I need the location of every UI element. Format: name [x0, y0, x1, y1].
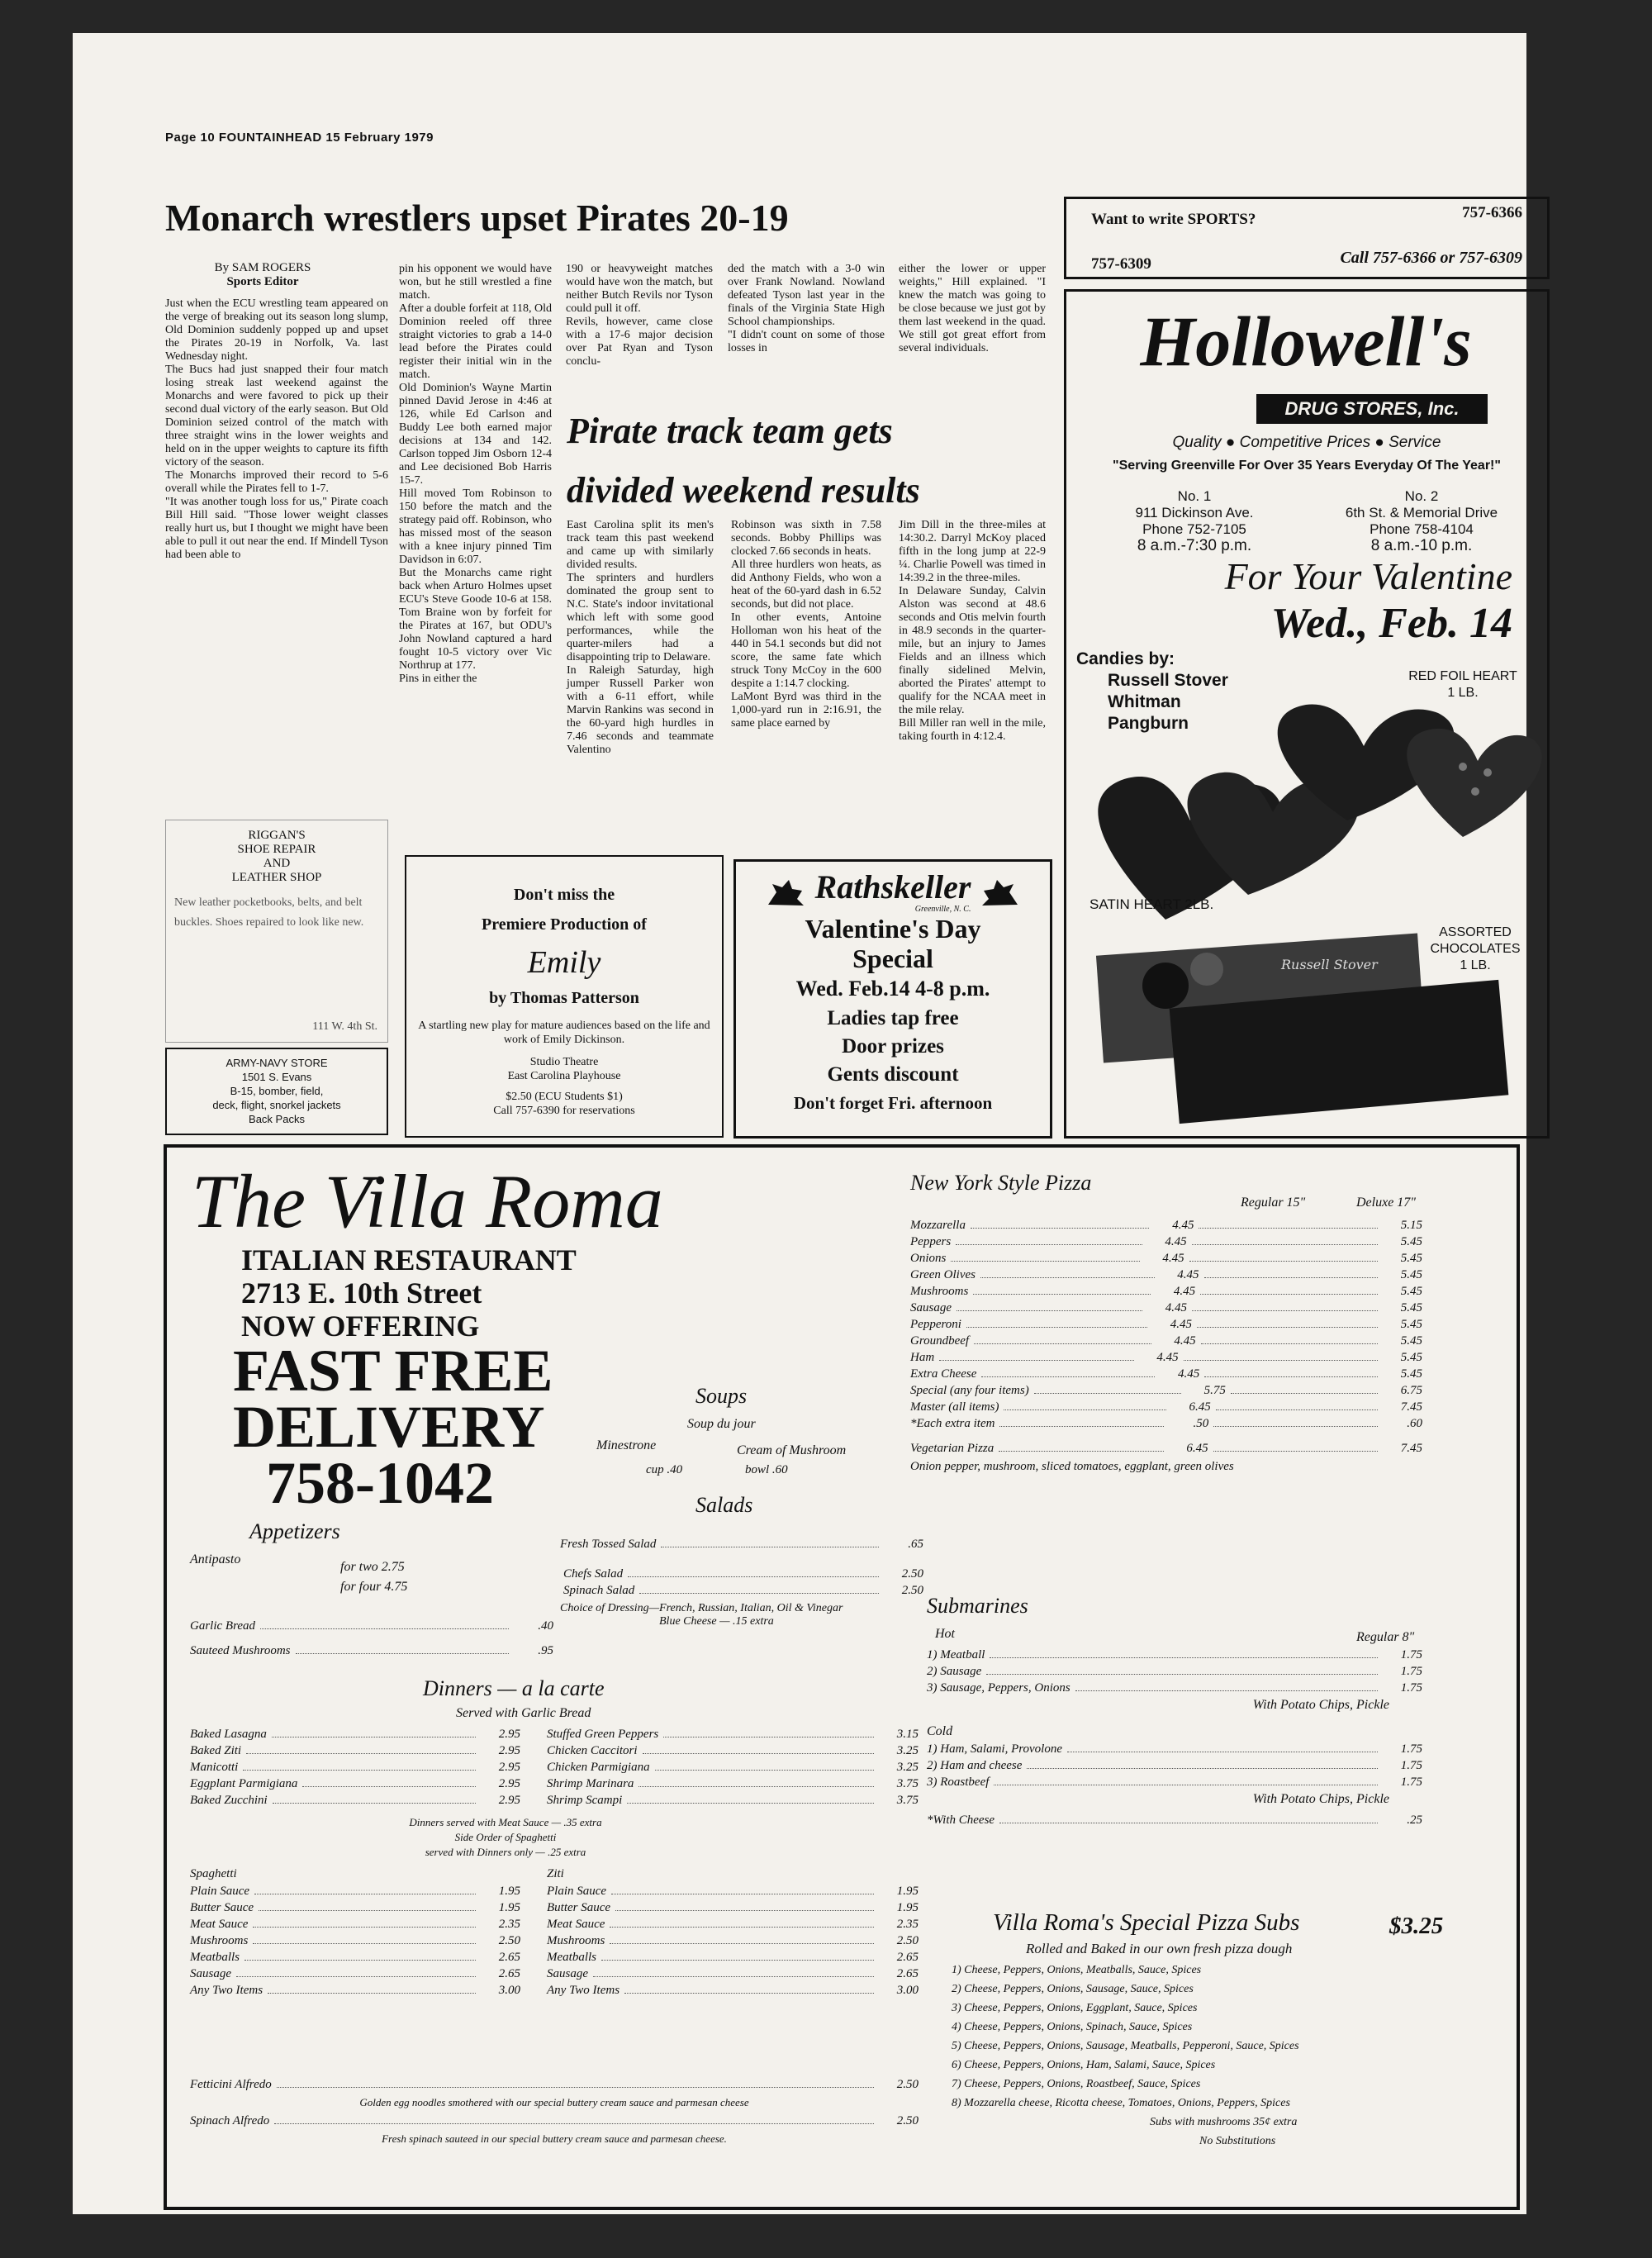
dinners-right-list	[547, 1726, 919, 1809]
emily-line-2: Premiere Production of	[482, 915, 647, 934]
with-chips-cold: With Potato Chips, Pickle	[1252, 1792, 1389, 1806]
list-item: Baked Lasagna 2.95	[190, 1728, 520, 1741]
candy-boxes-illustration	[1075, 696, 1545, 1143]
cold-label: Cold	[927, 1724, 953, 1738]
brand-pangburn: Pangburn	[1108, 714, 1189, 733]
assorted-line-3: 1 LB.	[1460, 958, 1491, 972]
list-item: Chefs Salad 2.50	[563, 1567, 923, 1581]
mushroom-note: Subs with mushrooms 35¢ extra	[1150, 2116, 1298, 2128]
list-item: Green Olives 4.45 5.45	[910, 1268, 1422, 1281]
red-foil-line-1: RED FOIL HEART	[1408, 669, 1517, 683]
list-item: Onions 4.45 5.45	[910, 1252, 1422, 1265]
list-item: 3) Sausage, Peppers, Onions 1.75	[927, 1681, 1422, 1695]
rathskeller-l3: Wed. Feb.14 4-8 p.m.	[795, 977, 990, 1001]
sports-phone-2: 757-6309	[1091, 255, 1151, 273]
appetizers-list	[190, 1614, 553, 1663]
wrestling-col-3: 190 or heavyweight matches would have won the match, but neither Butch Revils nor Tyson could pull it off. Revils, however, came close with a 17-6 major decision over Pat Ryan and Tyson conclu-	[566, 263, 713, 368]
list-item: Meatballs 2.65	[190, 1951, 520, 1964]
riggans-line-1: RIGGAN'S	[248, 829, 306, 842]
list-item: Meat Sauce 2.35	[547, 1918, 919, 1931]
fettucini-desc: Golden egg noodles smothered with our special buttery cream sauce and parmesan cheese	[359, 2096, 749, 2108]
riggans-address: 111 W. 4th St.	[312, 1020, 377, 1033]
list-item: Plain Sauce 1.95	[547, 1885, 919, 1898]
antipasto-for-two: for two 2.75	[340, 1560, 405, 1574]
army-navy-ad	[165, 1048, 388, 1135]
list-item: Spinach Alfredo 2.50	[190, 2114, 919, 2127]
sports-contact-box	[1064, 197, 1550, 279]
store-1-number: No. 1	[1177, 488, 1212, 504]
list-item: Fetticini Alfredo 2.50	[190, 2078, 919, 2091]
villa-now-offering: NOW OFFERING	[241, 1310, 480, 1343]
army-navy-text	[167, 1056, 387, 1126]
army-line-3: B-15, bomber, field,	[230, 1085, 324, 1097]
villa-delivery	[233, 1338, 621, 1516]
list-item: 3) Roastbeef 1.75	[927, 1776, 1422, 1789]
no-substitutions: No Substitutions	[1199, 2135, 1276, 2147]
side-order: Side Order of Spaghetti	[454, 1831, 557, 1843]
salads-title: Salads	[695, 1493, 753, 1517]
blue-cheese: Blue Cheese — .15 extra	[659, 1615, 774, 1628]
spinach-desc: Fresh spinach sauteed in our special buttery cream sauce and parmesan cheese.	[382, 2132, 727, 2145]
list-item: Sauteed Mushrooms .95	[190, 1644, 553, 1657]
list-item: 2) Sausage 1.75	[927, 1665, 1422, 1678]
army-line-2: 1501 S. Evans	[241, 1071, 312, 1083]
hollowells-banner: DRUG STORES, Inc.	[1256, 394, 1488, 424]
rathskeller-body	[736, 914, 1050, 1117]
special-subs-price: $3.25	[1389, 1913, 1444, 1939]
pizza-regular-header: Regular 15"	[1241, 1196, 1306, 1210]
list-item: Eggplant Parmigiana 2.95	[190, 1777, 520, 1790]
meat-sauce-note: Dinners served with Meat Sauce — .35 extra	[409, 1816, 602, 1828]
list-item: 7) Cheese, Peppers, Onions, Roastbeef, Sauce, Spices	[952, 2078, 1201, 2090]
store-1-phone: Phone 752-7105	[1142, 521, 1246, 537]
list-item: Groundbeef 4.45 5.45	[910, 1334, 1423, 1348]
soup-cream-mushroom: Cream of Mushroom	[737, 1443, 847, 1457]
villa-roma-logo: The Villa Roma	[192, 1159, 663, 1243]
list-item: Any Two Items 3.00	[190, 1984, 520, 1997]
antipasto: Antipasto	[190, 1552, 241, 1566]
list-item: Mushrooms 4.45 5.45	[910, 1285, 1423, 1298]
list-item: Vegetarian Pizza 6.45 7.45	[910, 1442, 1422, 1455]
pizza-list	[910, 1217, 1422, 1474]
special-subs-title: Villa Roma's Special Pizza Subs	[993, 1909, 1300, 1936]
list-item: Special (any four items) 5.75 6.75	[910, 1384, 1422, 1397]
list-item: Spinach Salad 2.50	[563, 1584, 923, 1597]
rathskeller-l4: Ladies tap free	[827, 1007, 959, 1029]
list-item: Any Two Items 3.00	[547, 1984, 919, 1997]
store-1-hours: 8 a.m.-7:30 p.m.	[1137, 537, 1252, 554]
list-item: *Each extra item .50 .60	[910, 1417, 1422, 1430]
emily-call: Call 757-6390 for reservations	[493, 1105, 635, 1117]
villa-header	[241, 1243, 577, 1343]
rathskeller-l7: Don't forget Fri. afternoon	[793, 1093, 993, 1113]
list-item: Mozzarella 4.45 5.15	[910, 1219, 1423, 1232]
emily-ad	[405, 855, 724, 1138]
list-item: Butter Sauce 1.95	[547, 1901, 919, 1914]
emily-title: Emily	[527, 945, 601, 980]
riggans-ad	[165, 820, 388, 1043]
villa-phone: 758-1042	[266, 1450, 494, 1516]
red-foil-line-2: 1 LB.	[1447, 686, 1479, 700]
vegetarian-desc: Onion pepper, mushroom, sliced tomatoes, eggplant, green olives	[910, 1460, 1234, 1473]
rathskeller-l5: Door prizes	[842, 1035, 944, 1058]
soups-title: Soups	[695, 1384, 748, 1408]
riggans-line-3: AND	[263, 857, 291, 870]
dinners-sub: Served with Garlic Bread	[456, 1706, 591, 1720]
spaghetti-list	[190, 1865, 520, 1999]
list-item: Shrimp Scampi 3.75	[547, 1794, 919, 1807]
rathskeller-name-block	[815, 870, 971, 914]
list-item: Baked Zucchini 2.95	[190, 1794, 520, 1807]
byline-title: Sports Editor	[226, 275, 299, 288]
list-item: 1) Ham, Salami, Provolone 1.75	[927, 1742, 1422, 1756]
byline-name: By SAM ROGERS	[214, 261, 311, 274]
emily-line-1: Don't miss the	[513, 886, 615, 904]
emily-author: by Thomas Patterson	[489, 989, 639, 1007]
list-item: *With Cheese .25	[927, 1814, 1422, 1827]
store-2-hours: 8 a.m.-10 p.m.	[1370, 537, 1473, 554]
list-item: Stuffed Green Peppers 3.15	[547, 1728, 919, 1741]
riggans-heading	[166, 829, 387, 885]
wrestling-col-5: either the lower or upper weights," Hill explained. "I knew the match was going to be close because we just got by them last weekend in the quad. We still got great effort from several individuals.	[899, 263, 1046, 354]
track-headline	[567, 402, 1062, 521]
assorted-line-2: CHOCOLATES	[1430, 942, 1521, 956]
villa-delivery-word: DELIVERY	[233, 1394, 545, 1460]
masthead: Page 10 FOUNTAINHEAD 15 February 1979	[165, 131, 434, 145]
served-with: served with Dinners only — .25 extra	[425, 1846, 586, 1858]
rathskeller-l6: Gents discount	[827, 1063, 959, 1086]
list-item: 3) Cheese, Peppers, Onions, Eggplant, Sauce, Spices	[952, 2002, 1198, 2014]
with-chips-hot: With Potato Chips, Pickle	[1252, 1698, 1389, 1712]
ziti-title: Ziti	[547, 1867, 564, 1880]
dinner-notes	[332, 1815, 679, 1860]
list-item: Sausage 2.65	[190, 1967, 520, 1980]
hollowells-ad	[1064, 289, 1550, 1139]
hollowells-tagline: Quality ● Competitive Prices ● Service	[1172, 434, 1441, 451]
list-item: Fresh Tossed Salad .65	[560, 1538, 923, 1551]
store-1-address: 911 Dickinson Ave.	[1135, 505, 1254, 521]
list-item: 6) Cheese, Peppers, Onions, Ham, Salami, Sauce, Spices	[952, 2059, 1216, 2071]
track-headline-line-1: Pirate track team gets	[567, 411, 893, 451]
list-item: Meat Sauce 2.35	[190, 1918, 520, 1931]
villa-roma-ad	[164, 1144, 1520, 2210]
store-1	[1099, 488, 1289, 554]
candies-label: Candies by:	[1076, 649, 1175, 668]
emily-venue	[406, 1055, 722, 1118]
sports-call: Call 757-6366 or 757-6309	[1340, 249, 1522, 267]
spaghetti-title: Spaghetti	[190, 1867, 237, 1880]
wrestling-headline: Monarch wrestlers upset Pirates 20-19	[165, 197, 789, 239]
emily-price: $2.50 (ECU Students $1)	[506, 1091, 623, 1103]
villa-address: 2713 E. 10th Street	[241, 1276, 482, 1310]
ziti-list	[547, 1865, 919, 1999]
sports-phone-1: 757-6366	[1462, 204, 1522, 221]
list-item: Garlic Bread .40	[190, 1619, 553, 1633]
list-item: Baked Ziti 2.95	[190, 1744, 520, 1757]
soup-minestrone: Minestrone	[596, 1438, 657, 1452]
track-col-1: East Carolina split its men's track team this past weekend and came up with similarly divided results. The sprinters and hurdlers dominated the group sent to N.C. State's indoor invitational which left with some good performances, while the quarter-milers had a disappointing trip to Delaware. In Raleigh Saturday, high jumper Russell Parker won with a 6-11 effort, while Marvin Rankins was second in the 60-yard high hurdles in 7.46 seconds and teammate Valentino	[567, 519, 714, 756]
list-item: Pepperoni 4.45 5.45	[910, 1318, 1422, 1331]
list-item: Sausage 4.45 5.45	[910, 1301, 1422, 1314]
store-2-phone: Phone 758-4104	[1370, 521, 1474, 537]
list-item: Extra Cheese 4.45 5.45	[910, 1367, 1423, 1381]
list-item: Butter Sauce 1.95	[190, 1901, 520, 1914]
hollowells-logo: Hollowell's	[1140, 302, 1472, 381]
rathskeller-name: Rathskeller	[814, 868, 971, 906]
rathskeller-l2: Special	[852, 944, 933, 973]
emily-venue-2: East Carolina Playhouse	[507, 1070, 621, 1082]
newspaper-page	[73, 33, 1526, 2214]
pizza-title: New York Style Pizza	[910, 1171, 1092, 1195]
lion-icon	[764, 876, 807, 909]
list-item: Meatballs 2.65	[547, 1951, 919, 1964]
list-item: Chicken Parmigiana 3.25	[547, 1761, 919, 1774]
dinners-left-list	[190, 1726, 520, 1809]
wrestling-byline	[188, 261, 337, 289]
list-item: 1) Meatball 1.75	[927, 1648, 1422, 1661]
antipasto-for-four: for four 4.75	[340, 1580, 408, 1594]
emily-venue-1: Studio Theatre	[529, 1056, 599, 1068]
list-item: 2) Cheese, Peppers, Onions, Sausage, Sauce, Spices	[952, 1983, 1194, 1995]
pizza-deluxe-header: Deluxe 17"	[1356, 1196, 1417, 1210]
army-line-4: deck, flight, snorkel jackets	[212, 1099, 341, 1111]
alfredo-section	[190, 2076, 919, 2149]
dressing-choice: Choice of Dressing—French, Russian, Italian, Oil & Vinegar	[560, 1602, 843, 1614]
valentine-line-2: Wed., Feb. 14	[1270, 600, 1512, 647]
chocolate-box-brand: Russell Stover	[1281, 957, 1378, 972]
valentine-line-1: For Your Valentine	[1224, 555, 1512, 597]
rathskeller-l1: Valentine's Day	[805, 914, 981, 944]
army-line-1: ARMY-NAVY STORE	[225, 1057, 328, 1069]
wrestling-col-2: pin his opponent we would have won, but he still wrestled a fine match. After a double forfeit at 118, Old Dominion reeled off three straight victories to grab a 14-0 lead before the Pirates could register their initial win in the match. Old Dominion's Wayne Martin pinned David Jerose in 4:46 at 126, while Ed Carlson and Buddy Lee both earned major decisions at 134 and 142. Carlson topped Jim Osborn 12-4 and Lee decisioned Bob Harris 15-7. Hill moved Tom Robinson to 150 before the match and the strategy paid off. Robinson, who has missed most of the season with a knee injury pinned Tim Davidson in 6:07. But the Monarchs came right back when Arturo Holmes upset ECU's Steve Goode 10-6 at 158. Tom Braine won by forfeit for the Pirates at 167, but ODU's John Nowland captured a hard fought 10-5 victory over Vic Northrup at 177. Pins in either the	[399, 263, 552, 685]
track-headline-line-2: divided weekend results	[567, 470, 920, 511]
list-item: 5) Cheese, Peppers, Onions, Sausage, Meatballs, Pepperoni, Sauce, Spices	[952, 2040, 1299, 2052]
riggans-body: New leather pocketbooks, belts, and belt buckles. Shoes repaired to look like new.	[174, 896, 364, 929]
brand-whitman: Whitman	[1108, 692, 1181, 711]
lion-icon	[979, 876, 1022, 909]
satin-heart-label: SATIN HEART 2LB.	[1089, 896, 1214, 912]
list-item: Sausage 2.65	[547, 1967, 919, 1980]
riggans-line-4: LEATHER SHOP	[231, 871, 322, 884]
wrestling-col-1: Just when the ECU wrestling team appeared on the verge of breaking out its season long slump, Old Dominion suddenly popped up and upset the Pirates 20-19 in Norfolk, Va. last Wednesday night. The Bucs had just snapped their four match losing streak last weekend against the Monarchs and were favored to pick up their second dual victory of the early season. But Old Dominion seized control of the match with three straight wins in the lower weights and held on in the upper weights to capture its fifth victory of the season. The Monarchs improved their record to 5-6 overall while the Pirates fell to 1-7. "It was another tough loss for us," Pirate coach Bill Hill said. "Those lower weight classes really hurt us, but I thought we might have been able to pull it out near the end. If Mindell Tyson had been able to	[165, 297, 388, 561]
track-col-3: Jim Dill in the three-miles at 14:30.2. Darryl McKoy placed fifth in the long jump at 22-9 ¼. Charlie Powell was timed in 14:39.2 in the three-miles. In Delaware Sunday, Calvin Alston was second at 48.6 seconds and Otis melvin fourth in 48.9 seconds in the quarter-mile, but an injury to James Fields and an illness which finally sidelined Melvin, aborted the Pirates' attempt to qualify for the NCAA meet in the mile relay. Bill Miller ran well in the mile, taking fourth in 4:12.4.	[899, 519, 1046, 743]
assorted-label	[1405, 925, 1545, 974]
emily-desc: A startling new play for mature audiences based on the life and work of Emily Dickinson.	[418, 1020, 710, 1046]
list-item: 2) Ham and cheese 1.75	[927, 1759, 1422, 1772]
emily-top	[406, 880, 722, 939]
list-item: Plain Sauce 1.95	[190, 1885, 520, 1898]
store-2-number: No. 2	[1404, 488, 1439, 504]
special-subs-list	[952, 1961, 1513, 2151]
wrestling-col-4: ded the match with a 3-0 win over Frank Nowland. Nowland defeated Tyson last year in the finals of the Virginia State High School championships. "I didn't count on some of those losses in	[728, 263, 885, 354]
list-item: Shrimp Marinara 3.75	[547, 1777, 919, 1790]
soup-bowl: bowl .60	[745, 1463, 788, 1476]
list-item: Mushrooms 2.50	[547, 1934, 919, 1947]
list-item: Ham 4.45 5.45	[910, 1351, 1423, 1364]
rathskeller-header	[736, 870, 1050, 914]
hot-subs-list	[927, 1647, 1422, 1828]
list-item: Manicotti 2.95	[190, 1761, 520, 1774]
list-item: 1) Cheese, Peppers, Onions, Meatballs, Sauce, Spices	[952, 1964, 1202, 1976]
list-item: 4) Cheese, Peppers, Onions, Spinach, Sauce, Spices	[952, 2021, 1193, 2033]
list-item: Master (all items) 6.45 7.45	[910, 1400, 1423, 1414]
riggans-line-2: SHOE REPAIR	[237, 843, 316, 856]
hollowells-serving: "Serving Greenville For Over 35 Years Everyday Of The Year!"	[1113, 459, 1501, 473]
list-item: Chicken Caccitori 3.25	[547, 1744, 919, 1757]
rathskeller-location: Greenville, N. C.	[914, 905, 971, 914]
assorted-line-1: ASSORTED	[1439, 925, 1512, 939]
army-line-5: Back Packs	[249, 1113, 305, 1125]
track-col-2: Robinson was sixth in 7.58 seconds. Bobby Phillips was clocked 7.66 seconds in heats. All three hurdlers won heats, as did Anthony Fields, who won a heat of the 60-yard dash in 6.52 seconds, but did not place. In other events, Antoine Holloman won his heat of the 440 in 54.1 seconds but did not score, the same fate which struck Tony McCoy in the 600 despite a 1:14.7 clocking. LaMont Byrd was third in the 1,000-yard run in 2:16.91, the same place earned by	[731, 519, 881, 730]
store-2	[1314, 488, 1529, 554]
soup-cup: cup .40	[646, 1463, 683, 1476]
hot-label: Hot	[935, 1627, 955, 1641]
salads-list	[560, 1536, 923, 1628]
soup-du-jour: Soup du jour	[687, 1417, 756, 1431]
list-item: Mushrooms 2.50	[190, 1934, 520, 1947]
store-2-address: 6th St. & Memorial Drive	[1345, 505, 1498, 521]
dinners-title: Dinners — a la carte	[423, 1676, 605, 1700]
antipasto-prices	[340, 1557, 407, 1597]
villa-italian-restaurant: ITALIAN RESTAURANT	[241, 1243, 577, 1276]
appetizers-title: Appetizers	[249, 1519, 340, 1543]
rathskeller-ad	[733, 859, 1052, 1139]
list-item: Peppers 4.45 5.45	[910, 1235, 1422, 1248]
want-to-write: Want to write SPORTS?	[1091, 211, 1256, 228]
special-subs-sub: Rolled and Baked in our own fresh pizza dough	[1026, 1941, 1293, 1956]
brand-russell-stover: Russell Stover	[1108, 671, 1228, 690]
villa-fast-free: FAST FREE	[233, 1338, 553, 1404]
list-item: 8) Mozzarella cheese, Ricotta cheese, Tomatoes, Onions, Peppers, Spices	[952, 2097, 1290, 2109]
submarines-title: Submarines	[927, 1594, 1028, 1618]
regular-8-header: Regular 8"	[1356, 1630, 1415, 1644]
